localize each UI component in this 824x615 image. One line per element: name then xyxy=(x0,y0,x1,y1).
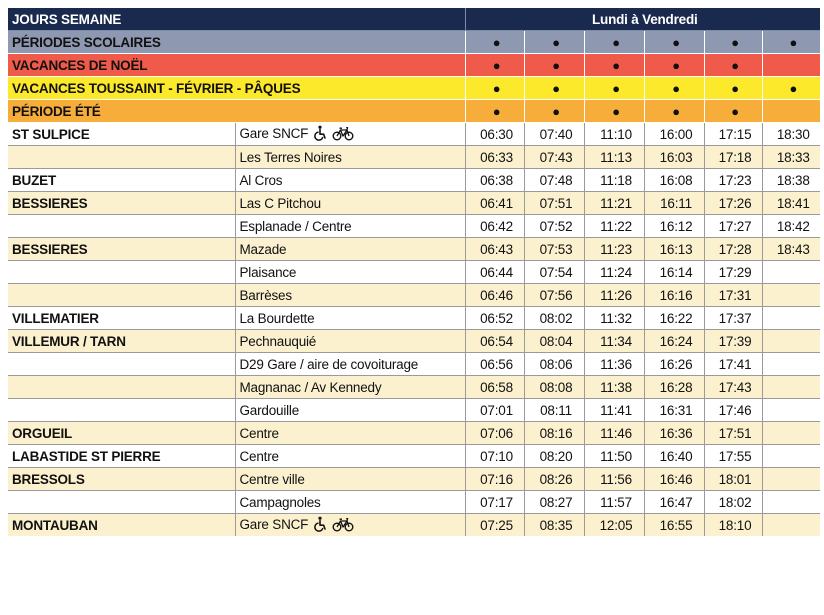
stop-cell xyxy=(235,330,465,353)
stop-row xyxy=(8,330,820,353)
stop-cell xyxy=(235,491,465,514)
departure-time: 11:50 xyxy=(584,445,644,468)
departure-time: 11:32 xyxy=(584,307,644,330)
departure-time xyxy=(762,468,820,491)
departure-time: 06:56 xyxy=(465,353,524,376)
departure-time xyxy=(762,307,820,330)
departure-time: 16:11 xyxy=(644,192,704,215)
stop-row xyxy=(8,307,820,330)
stop-cell xyxy=(235,169,465,192)
wheelchair-icon xyxy=(312,125,328,144)
departure-time: 11:21 xyxy=(584,192,644,215)
departure-time xyxy=(762,422,820,445)
departure-time xyxy=(762,284,820,307)
departure-time: 17:26 xyxy=(704,192,762,215)
stop-row xyxy=(8,169,820,192)
departure-time xyxy=(762,399,820,422)
stop-name: Barrèses xyxy=(239,287,292,303)
city-name xyxy=(8,491,235,514)
stop-name: Campagnoles xyxy=(239,494,321,510)
stop-row xyxy=(8,261,820,284)
departure-time xyxy=(762,445,820,468)
timetable-body xyxy=(8,8,820,536)
departure-time: 16:28 xyxy=(644,376,704,399)
period-row-ete xyxy=(8,100,820,123)
period-dot: ● xyxy=(762,31,820,54)
stop-row xyxy=(8,353,820,376)
departure-time: 07:52 xyxy=(524,215,584,238)
period-dot: ● xyxy=(644,54,704,77)
departure-time: 08:02 xyxy=(524,307,584,330)
city-name: VILLEMUR / TARN xyxy=(8,330,235,353)
departure-time: 16:24 xyxy=(644,330,704,353)
stop-row xyxy=(8,238,820,261)
stop-name: Gardouille xyxy=(239,402,300,418)
departure-time: 06:46 xyxy=(465,284,524,307)
period-dot: ● xyxy=(584,31,644,54)
bicycle-icon xyxy=(332,516,354,535)
departure-time: 18:33 xyxy=(762,146,820,169)
departure-time: 18:38 xyxy=(762,169,820,192)
timetable xyxy=(8,8,820,536)
stop-cell xyxy=(235,123,465,146)
city-name: MONTAUBAN xyxy=(8,514,235,537)
departure-time: 18:30 xyxy=(762,123,820,146)
departure-time: 11:26 xyxy=(584,284,644,307)
period-dot: ● xyxy=(644,77,704,100)
period-dot: ● xyxy=(524,100,584,123)
period-row-toussaint xyxy=(8,77,820,100)
period-dot: ● xyxy=(704,77,762,100)
stop-cell xyxy=(235,261,465,284)
departure-time: 17:18 xyxy=(704,146,762,169)
departure-time: 06:43 xyxy=(465,238,524,261)
departure-time: 07:48 xyxy=(524,169,584,192)
stop-name: Centre ville xyxy=(239,471,305,487)
departure-time: 17:41 xyxy=(704,353,762,376)
departure-time: 06:33 xyxy=(465,146,524,169)
period-label: PÉRIODE ÉTÉ xyxy=(8,100,465,123)
period-dot: ● xyxy=(524,31,584,54)
departure-time: 08:35 xyxy=(524,514,584,537)
period-label: PÉRIODES SCOLAIRES xyxy=(8,31,465,54)
city-name xyxy=(8,376,235,399)
departure-time: 18:10 xyxy=(704,514,762,537)
city-name: ORGUEIL xyxy=(8,422,235,445)
departure-time: 11:57 xyxy=(584,491,644,514)
city-name xyxy=(8,146,235,169)
departure-time: 08:27 xyxy=(524,491,584,514)
stop-name: D29 Gare / aire de covoiturage xyxy=(239,356,419,372)
header-row xyxy=(8,8,820,31)
departure-time: 06:41 xyxy=(465,192,524,215)
period-dot: ● xyxy=(584,100,644,123)
city-name: BESSIERES xyxy=(8,238,235,261)
departure-time: 17:39 xyxy=(704,330,762,353)
wheelchair-icon xyxy=(312,516,328,535)
departure-time: 07:01 xyxy=(465,399,524,422)
departure-time: 08:26 xyxy=(524,468,584,491)
departure-time: 17:43 xyxy=(704,376,762,399)
departure-time: 17:51 xyxy=(704,422,762,445)
departure-time: 11:36 xyxy=(584,353,644,376)
stop-cell xyxy=(235,399,465,422)
stop-row xyxy=(8,422,820,445)
departure-time: 06:30 xyxy=(465,123,524,146)
stop-name: Al Cros xyxy=(239,172,283,188)
departure-time: 08:16 xyxy=(524,422,584,445)
departure-time: 07:25 xyxy=(465,514,524,537)
stop-cell xyxy=(235,445,465,468)
departure-time: 16:12 xyxy=(644,215,704,238)
departure-time: 18:01 xyxy=(704,468,762,491)
departure-time: 16:16 xyxy=(644,284,704,307)
city-name: LABASTIDE ST PIERRE xyxy=(8,445,235,468)
departure-time: 16:36 xyxy=(644,422,704,445)
departure-time: 16:00 xyxy=(644,123,704,146)
departure-time: 08:04 xyxy=(524,330,584,353)
stop-name: Las C Pitchou xyxy=(239,195,321,211)
period-dot: ● xyxy=(644,100,704,123)
departure-time: 06:38 xyxy=(465,169,524,192)
departure-time: 18:43 xyxy=(762,238,820,261)
departure-time: 18:42 xyxy=(762,215,820,238)
departure-time: 17:46 xyxy=(704,399,762,422)
stop-name: Les Terres Noires xyxy=(239,149,342,165)
departure-time: 07:40 xyxy=(524,123,584,146)
stop-name: Mazade xyxy=(239,241,287,257)
city-name: ST SULPICE xyxy=(8,123,235,146)
departure-time: 11:34 xyxy=(584,330,644,353)
departure-time: 11:23 xyxy=(584,238,644,261)
departure-time: 17:28 xyxy=(704,238,762,261)
departure-time: 17:29 xyxy=(704,261,762,284)
departure-time: 07:16 xyxy=(465,468,524,491)
departure-time: 11:56 xyxy=(584,468,644,491)
stop-cell xyxy=(235,284,465,307)
departure-time: 11:41 xyxy=(584,399,644,422)
departure-time: 08:06 xyxy=(524,353,584,376)
period-dot xyxy=(762,54,820,77)
departure-time: 11:10 xyxy=(584,123,644,146)
stop-row xyxy=(8,514,820,537)
departure-time: 07:17 xyxy=(465,491,524,514)
period-label: VACANCES DE NOËL xyxy=(8,54,465,77)
departure-time: 17:23 xyxy=(704,169,762,192)
departure-time: 18:02 xyxy=(704,491,762,514)
stop-cell xyxy=(235,422,465,445)
stop-name: La Bourdette xyxy=(239,310,315,326)
departure-time: 16:14 xyxy=(644,261,704,284)
stop-name: Centre xyxy=(239,425,279,441)
stop-name: Magnanac / Av Kennedy xyxy=(239,379,382,395)
stop-name: Gare SNCF xyxy=(239,125,309,141)
stop-cell xyxy=(235,353,465,376)
departure-time: 07:53 xyxy=(524,238,584,261)
departure-time: 11:24 xyxy=(584,261,644,284)
departure-time: 06:44 xyxy=(465,261,524,284)
stop-name: Plaisance xyxy=(239,264,297,280)
departure-time: 16:31 xyxy=(644,399,704,422)
stop-row xyxy=(8,376,820,399)
departure-time: 11:38 xyxy=(584,376,644,399)
stop-row xyxy=(8,192,820,215)
period-dot: ● xyxy=(584,77,644,100)
departure-time: 08:11 xyxy=(524,399,584,422)
departure-time: 06:58 xyxy=(465,376,524,399)
departure-time: 16:13 xyxy=(644,238,704,261)
departure-time: 16:26 xyxy=(644,353,704,376)
stop-row xyxy=(8,215,820,238)
period-dot: ● xyxy=(704,31,762,54)
city-name xyxy=(8,353,235,376)
departure-time: 11:18 xyxy=(584,169,644,192)
period-dot: ● xyxy=(644,31,704,54)
stop-name: Pechnauquié xyxy=(239,333,317,349)
departure-time: 08:08 xyxy=(524,376,584,399)
city-name: BESSIERES xyxy=(8,192,235,215)
departure-time xyxy=(762,376,820,399)
departure-time: 16:46 xyxy=(644,468,704,491)
header-days: Lundi à Vendredi xyxy=(465,8,820,31)
departure-time: 17:37 xyxy=(704,307,762,330)
period-dot: ● xyxy=(704,100,762,123)
stop-cell xyxy=(235,468,465,491)
departure-time: 16:08 xyxy=(644,169,704,192)
stop-name: Esplanade / Centre xyxy=(239,218,352,234)
departure-time: 08:20 xyxy=(524,445,584,468)
stop-row xyxy=(8,468,820,491)
departure-time: 07:51 xyxy=(524,192,584,215)
stop-cell xyxy=(235,215,465,238)
stop-row xyxy=(8,284,820,307)
stop-cell xyxy=(235,192,465,215)
departure-time: 16:55 xyxy=(644,514,704,537)
period-dot: ● xyxy=(762,77,820,100)
stop-name: Centre xyxy=(239,448,279,464)
city-name xyxy=(8,284,235,307)
departure-time: 07:10 xyxy=(465,445,524,468)
stop-row xyxy=(8,491,820,514)
departure-time: 17:27 xyxy=(704,215,762,238)
departure-time: 18:41 xyxy=(762,192,820,215)
period-dot: ● xyxy=(465,54,524,77)
stop-cell xyxy=(235,514,465,537)
stop-cell xyxy=(235,238,465,261)
departure-time: 17:15 xyxy=(704,123,762,146)
stop-name: Gare SNCF xyxy=(239,516,309,532)
departure-time: 16:40 xyxy=(644,445,704,468)
departure-time: 06:42 xyxy=(465,215,524,238)
departure-time: 07:43 xyxy=(524,146,584,169)
city-name xyxy=(8,215,235,238)
period-row-scolaires xyxy=(8,31,820,54)
period-dot xyxy=(762,100,820,123)
departure-time: 06:54 xyxy=(465,330,524,353)
departure-time: 11:13 xyxy=(584,146,644,169)
departure-time: 16:03 xyxy=(644,146,704,169)
city-name xyxy=(8,261,235,284)
city-name: BUZET xyxy=(8,169,235,192)
departure-time: 17:31 xyxy=(704,284,762,307)
departure-time: 16:47 xyxy=(644,491,704,514)
period-dot: ● xyxy=(704,54,762,77)
period-label: VACANCES TOUSSAINT - FÉVRIER - PÂQUES xyxy=(8,77,465,100)
stop-cell xyxy=(235,307,465,330)
bicycle-icon xyxy=(332,125,354,144)
period-row-noel xyxy=(8,54,820,77)
period-dot: ● xyxy=(465,31,524,54)
header-label: JOURS SEMAINE xyxy=(8,8,465,31)
departure-time: 07:54 xyxy=(524,261,584,284)
departure-time: 17:55 xyxy=(704,445,762,468)
period-dot: ● xyxy=(524,54,584,77)
departure-time xyxy=(762,353,820,376)
departure-time: 12:05 xyxy=(584,514,644,537)
departure-time: 06:52 xyxy=(465,307,524,330)
departure-time: 11:46 xyxy=(584,422,644,445)
departure-time: 07:56 xyxy=(524,284,584,307)
period-dot: ● xyxy=(465,77,524,100)
departure-time xyxy=(762,491,820,514)
departure-time: 11:22 xyxy=(584,215,644,238)
departure-time xyxy=(762,261,820,284)
stop-row xyxy=(8,445,820,468)
city-name: VILLEMATIER xyxy=(8,307,235,330)
stop-row xyxy=(8,146,820,169)
departure-time xyxy=(762,330,820,353)
stop-cell xyxy=(235,146,465,169)
stop-cell xyxy=(235,376,465,399)
period-dot: ● xyxy=(465,100,524,123)
city-name xyxy=(8,399,235,422)
city-name: BRESSOLS xyxy=(8,468,235,491)
departure-time: 07:06 xyxy=(465,422,524,445)
stop-row xyxy=(8,123,820,146)
departure-time: 16:22 xyxy=(644,307,704,330)
stop-row xyxy=(8,399,820,422)
period-dot: ● xyxy=(584,54,644,77)
period-dot: ● xyxy=(524,77,584,100)
departure-time xyxy=(762,514,820,537)
